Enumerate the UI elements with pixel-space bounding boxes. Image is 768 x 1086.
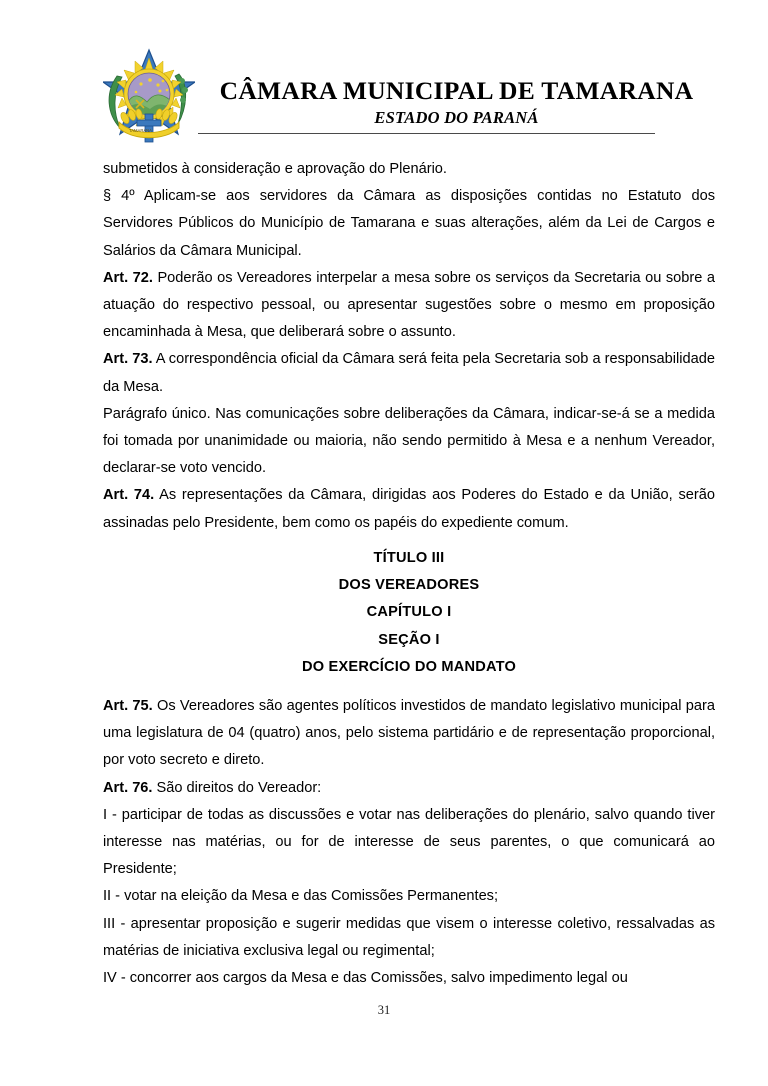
article-label: Art. 72.	[103, 269, 153, 286]
list-item	[103, 802, 715, 884]
coat-of-arms-icon	[103, 48, 195, 144]
heading-dos-vereadores: DOS VEREADORES	[338, 577, 480, 594]
article-label: Art. 76.	[103, 779, 153, 796]
paragraph-text: III - apresentar proposição e sugerir medidas que visem o interesse coletivo, ressalvadas as matérias de iniciativa exclusiva legal ou regimental;	[103, 915, 715, 959]
paragraph	[103, 775, 715, 802]
paragraph-text: I - participar de todas as discussões e votar nas deliberações do plenário, salvo quando tiver interesse nas matérias, ou for de interesse de seus parentes, o que comunicará ao Presidente;	[103, 806, 715, 878]
paragraph	[103, 183, 715, 265]
header-divider	[198, 133, 655, 134]
paragraph-text: São direitos do Vereador:	[152, 779, 322, 796]
heading-titulo: TÍTULO III	[373, 550, 445, 566]
organization-subtitle: ESTADO DO PARANÁ	[374, 108, 539, 127]
heading-do-exercicio: DO EXERCÍCIO DO MANDATO	[301, 658, 517, 675]
section-heading-block	[103, 545, 715, 681]
paragraph	[103, 346, 715, 400]
paragraph-text: § 4º Aplicam-se aos servidores da Câmara as disposições contidas no Estatuto dos Servidores Públicos do Município de Tamarana e suas alterações, além da Lei de Cargos e Salários da Câmara Municipal.	[103, 188, 715, 259]
list-item	[103, 911, 715, 965]
page-number: 31	[377, 1003, 391, 1017]
paragraph-text: IV - concorrer aos cargos da Mesa e das Comissões, salvo impedimento legal ou	[103, 970, 628, 987]
paragraph	[103, 693, 715, 775]
paragraph-text: submetidos à consideração e aprovação do Plenário.	[103, 161, 447, 177]
heading-capitulo: CAPÍTULO I	[366, 604, 452, 621]
article-label: Art. 74.	[103, 487, 155, 504]
article-label: Art. 73.	[103, 351, 153, 368]
header-title-block	[198, 46, 715, 128]
paragraph	[103, 401, 715, 483]
paragraph-text: As representações da Câmara, dirigidas aos Poderes do Estado e da União, serão assinadas pelo Presidente, bem como os papéis do expediente comum.	[103, 487, 715, 531]
organization-title: CÂMARA MUNICIPAL DE TAMARANA	[219, 76, 694, 105]
list-item	[103, 883, 715, 910]
document-header	[103, 46, 715, 142]
list-item	[103, 965, 715, 992]
paragraph-text: Parágrafo único. Nas comunicações sobre deliberações da Câmara, indicar-se-á se a medida foi tomada por unanimidade ou maioria, não sendo permitido à Mesa e a nenhum Vereador, declarar-se voto vencido.	[103, 405, 715, 477]
body-text-lower	[103, 693, 715, 992]
paragraph	[103, 156, 715, 183]
svg-text:TAMARANA: TAMARANA	[129, 128, 152, 133]
body-text-upper	[103, 156, 715, 537]
paragraph	[103, 482, 715, 536]
paragraph	[103, 265, 715, 347]
paragraph-text: Poderão os Vereadores interpelar a mesa sobre os serviços da Secretaria ou sobre a atuação do respectivo pessoal, ou apresentar sugestões sobre o mesmo em proposição encaminhada à Mesa, que deliberará sobre o assunto.	[103, 269, 715, 341]
paragraph-text: II - votar na eleição da Mesa e das Comissões Permanentes;	[103, 888, 499, 905]
paragraph-text: A correspondência oficial da Câmara será feita pela Secretaria sob a responsabilidade da Mesa.	[103, 351, 715, 395]
heading-secao: SEÇÃO I	[378, 631, 440, 648]
paragraph-text: Os Vereadores são agentes políticos investidos de mandato legislativo municipal para uma legislatura de 04 (quatro) anos, pelo sistema partidário e de representação proporcional, por voto secreto e direto.	[103, 698, 716, 769]
article-label: Art. 75.	[103, 698, 153, 714]
